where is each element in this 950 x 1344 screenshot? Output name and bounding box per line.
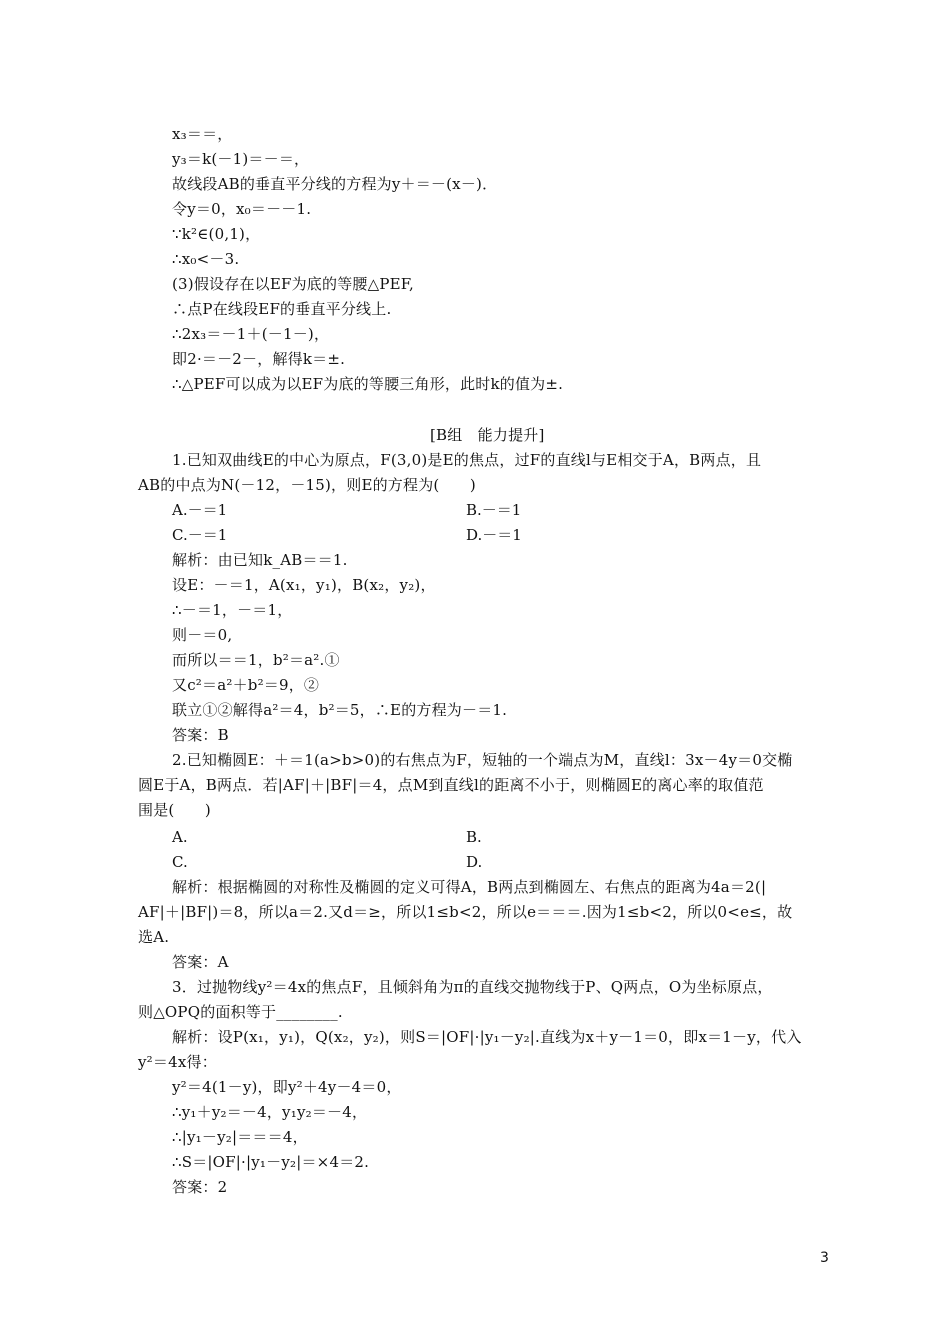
q1-analysis-line: 联立①②解得a²＝4，b²＝5，∴E的方程为－＝1. xyxy=(172,701,508,719)
q1-analysis-line: ∴－＝1，－＝1， xyxy=(172,601,293,619)
text-line: (3)假设存在以EF为底的等腰△PEF, xyxy=(172,275,415,293)
text-line: 令y＝0，x₀＝－－1. xyxy=(172,200,312,218)
q2-analysis-line: AF|＋|BF|)＝8，所以a＝2.又d＝≥，所以1≤b<2，所以e＝＝＝.因为1≤b<2，所以0<e≤，故 xyxy=(138,903,793,921)
q2-stem: 围是( ) xyxy=(138,801,211,819)
q2-option-d: D. xyxy=(466,853,483,871)
text-line: ∴点P在线段EF的垂直平分线上. xyxy=(172,300,392,318)
q3-step: y²＝4(1－y)，即y²＋4y－4＝0， xyxy=(172,1078,402,1096)
q1-answer: 答案：B xyxy=(172,726,229,744)
q2-option-a: A. xyxy=(172,828,188,846)
text-line: ∴x₀<－3. xyxy=(172,250,240,268)
text-line: 即2·＝－2－，解得k＝±. xyxy=(172,350,346,368)
q2-stem: 2.已知椭圆E：＋＝1(a>b>0)的右焦点为F，短轴的一个端点为M，直线l：3x－4y＝0交椭 xyxy=(172,751,793,769)
q3-answer: 答案：2 xyxy=(172,1178,228,1196)
section-heading: [B组 能力提升] xyxy=(430,426,545,444)
q2-option-c: C. xyxy=(172,853,188,871)
q3-stem: 则△OPQ的面积等于________. xyxy=(138,1003,343,1021)
text-line: x₃＝＝， xyxy=(172,125,233,143)
text-line: ∴2x₃＝－1＋(－1－)， xyxy=(172,325,330,343)
q2-analysis-line: 解析：根据椭圆的对称性及椭圆的定义可得A，B两点到椭圆左、右焦点的距离为4a＝2(| xyxy=(172,878,767,896)
q1-analysis-line: 而所以＝＝1，b²＝a².① xyxy=(172,651,340,669)
q1-stem: AB的中点为N(－12，－15)，则E的方程为( ) xyxy=(138,476,476,494)
q1-analysis-line: 又c²＝a²＋b²＝9，② xyxy=(172,676,320,694)
q3-step: ∴|y₁－y₂|＝＝＝4， xyxy=(172,1128,308,1146)
q3-stem: 3．过抛物线y²＝4x的焦点F，且倾斜角为π的直线交抛物线于P、Q两点，O为坐标原点， xyxy=(172,978,773,996)
text-line: y₃＝k(－1)＝－＝， xyxy=(172,150,310,168)
text-line: ∵k²∈(0,1)， xyxy=(172,225,261,243)
q2-stem: 圆E于A，B两点．若|AF|＋|BF|＝4，点M到直线l的距离不小于，则椭圆E的离心率的取值范 xyxy=(138,776,764,794)
q3-step: ∴S＝|OF|·|y₁－y₂|＝×4＝2. xyxy=(172,1153,370,1171)
q1-option-a: A.－＝1 xyxy=(172,501,228,519)
q1-analysis-line: 则－＝0, xyxy=(172,626,233,644)
text-line: 故线段AB的垂直平分线的方程为y＋＝－(x－)． xyxy=(172,175,498,193)
q2-analysis-line: 选A. xyxy=(138,928,170,946)
q2-option-b: B. xyxy=(466,828,482,846)
q2-answer: 答案：A xyxy=(172,953,229,971)
q1-option-c: C.－＝1 xyxy=(172,526,228,544)
q1-option-b: B.－＝1 xyxy=(466,501,522,519)
q1-stem: 1.已知双曲线E的中心为原点，F(3,0)是E的焦点，过F的直线l与E相交于A，B两点，且 xyxy=(172,451,762,469)
q1-option-d: D.－＝1 xyxy=(466,526,522,544)
text-line: ∴△PEF可以成为以EF为底的等腰三角形，此时k的值为±. xyxy=(172,375,564,393)
page-number: 3 xyxy=(820,1250,829,1266)
q3-step: ∴y₁＋y₂＝－4，y₁y₂＝－4， xyxy=(172,1103,368,1121)
q1-analysis-line: 解析：由已知k_AB＝＝1. xyxy=(172,551,348,569)
q3-analysis-line: 解析：设P(x₁，y₁)，Q(x₂，y₂)，则S＝|OF|·|y₁－y₂|.直线为x＋y－1＝0，即x＝1－y，代入 xyxy=(172,1028,802,1046)
q1-analysis-line: 设E：－＝1，A(x₁，y₁)，B(x₂，y₂)， xyxy=(172,576,436,594)
q3-analysis-line: y²＝4x得： xyxy=(138,1053,217,1071)
